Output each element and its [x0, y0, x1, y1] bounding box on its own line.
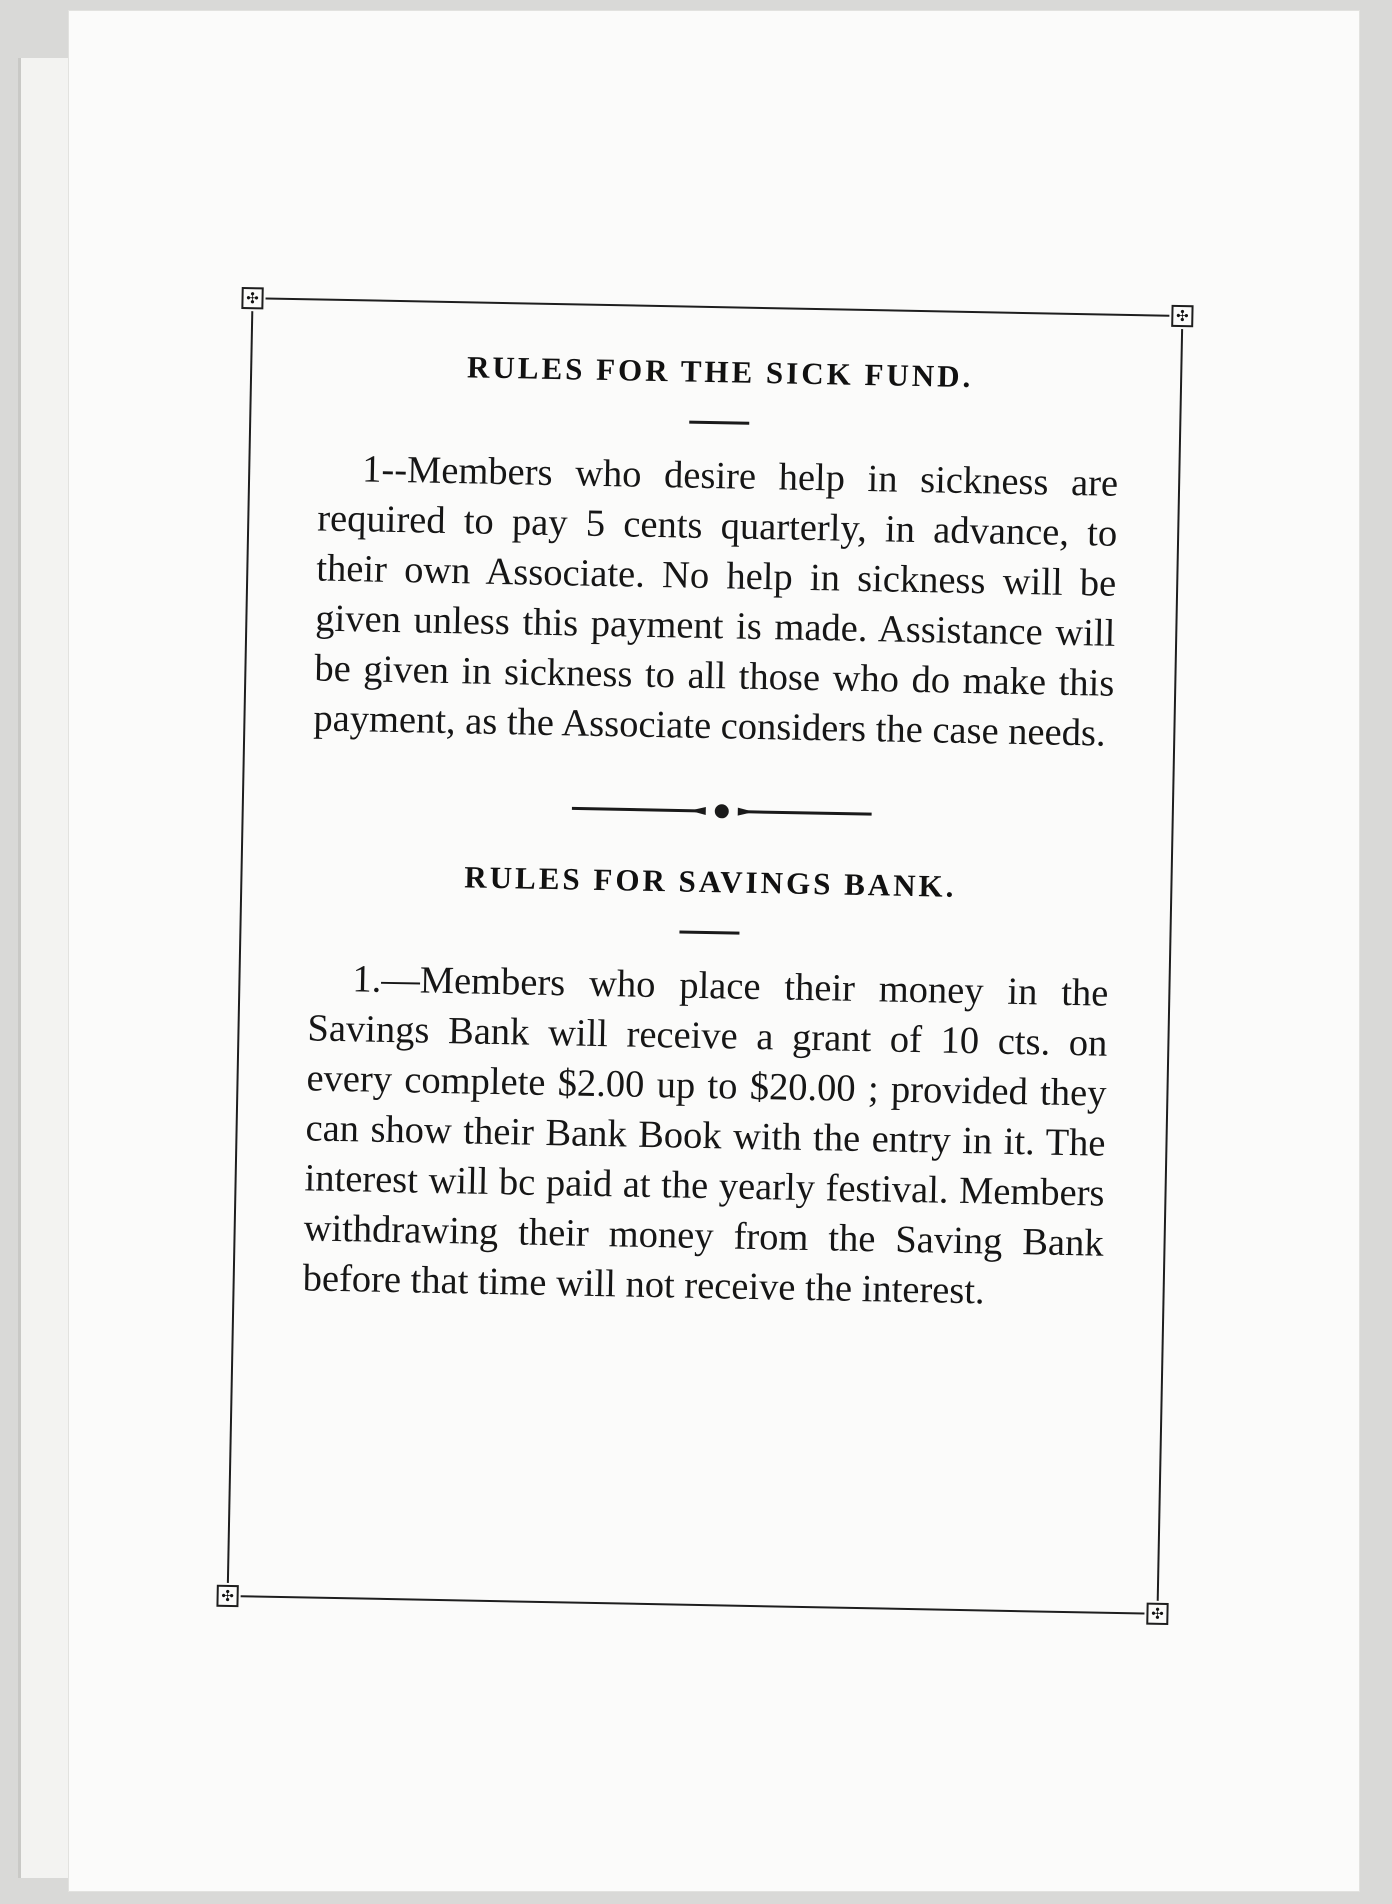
heading-underline: [689, 421, 749, 425]
heading-underline: [679, 931, 739, 935]
border-top: [266, 297, 1170, 316]
sick-fund-heading: RULES FOR THE SICK FUND.: [466, 349, 974, 395]
border-left: [227, 311, 253, 1583]
page-sheet: [68, 10, 1360, 1892]
savings-bank-rule-1: 1.—Members who place their money in the Savings Bank will receive a grant of 10 cts. on every complete $2.00 up to $20.00 ; provided they can show their Bank Book with the entry in it. The interest will bc paid at the yearly festival. Members withdrawing their money from the Saving Bank before that time will not receive the interest.: [302, 958, 1109, 1313]
savings-bank-heading: RULES FOR SAVINGS BANK.: [464, 859, 957, 904]
sick-fund-rule-1: 1--Members who desire help in sickness are required to pay 5 cents quarterly, in advance, to their own Associate. No help in sickness will be given unless this payment is made. Assistance will be given in sickness to all those who do make this payment, as the Associate considers the case needs.: [313, 448, 1119, 755]
quatrefoil-corner-icon: ✣: [1171, 305, 1193, 327]
border-bottom: [241, 1595, 1145, 1614]
border-right: [1157, 329, 1183, 1601]
quatrefoil-corner-icon: ✣: [241, 287, 263, 309]
quatrefoil-corner-icon: ✣: [1146, 1603, 1168, 1625]
quatrefoil-corner-icon: ✣: [216, 1585, 238, 1607]
ornamental-border-frame: [216, 287, 1193, 1625]
scroll-ornament-divider: [572, 798, 872, 824]
